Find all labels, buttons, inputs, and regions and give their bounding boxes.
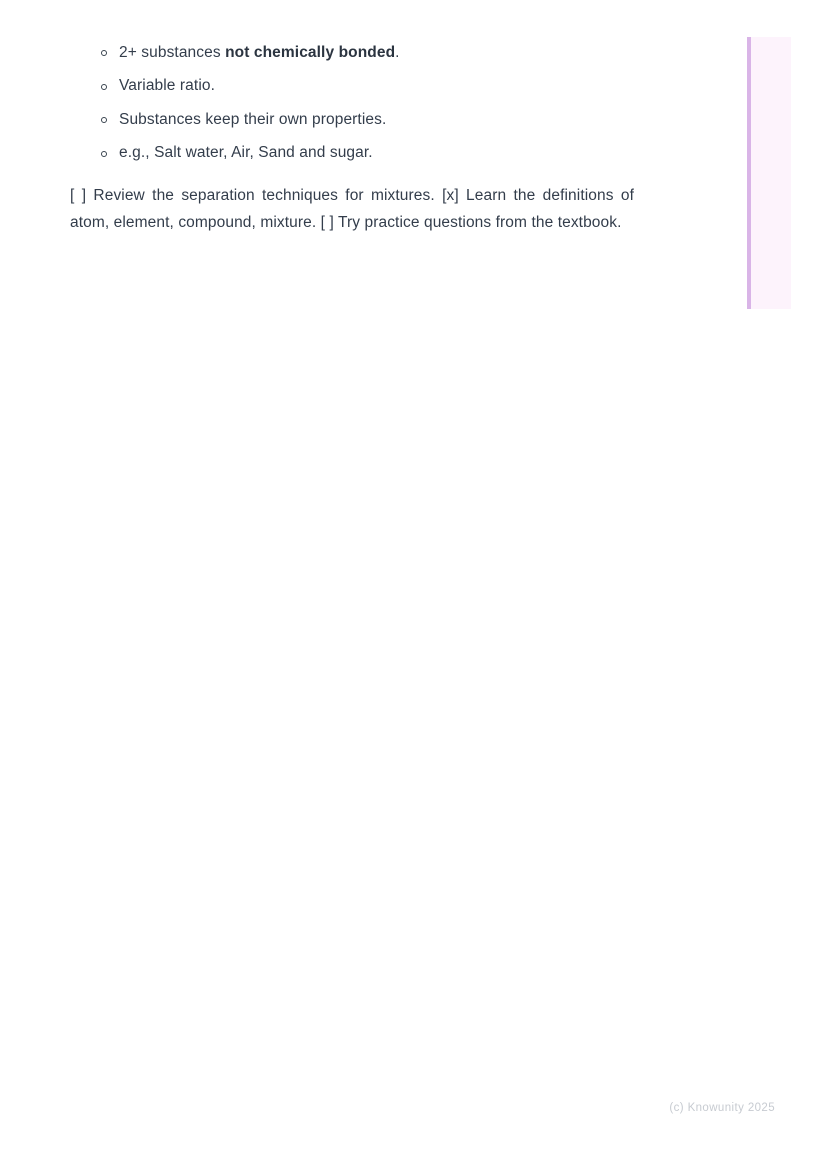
- circle-bullet-icon: [101, 151, 107, 157]
- list-item-text-bold: not chemically bonded: [225, 43, 396, 61]
- list-item: [70, 137, 634, 171]
- list-item-text-plain: Substances keep their own properties.: [119, 110, 387, 128]
- todo-checklist-paragraph: [ ] Review the separation techniques for mixtures. [x] Learn the definitions of atom, element, compound, mixture. [ ] Try practice questions from the textbook.: [70, 187, 634, 232]
- list-item-text-plain: 2+ substances: [119, 43, 226, 61]
- list-item-text-plain: Variable ratio.: [119, 77, 215, 95]
- document-content: [70, 0, 634, 237]
- circle-bullet-icon: [101, 84, 107, 90]
- list-item-text-plain: .: [395, 43, 400, 61]
- footer-copyright: (c) Knowunity 2025: [669, 1102, 775, 1114]
- circle-bullet-icon: [101, 117, 107, 123]
- bullet-list: [70, 36, 634, 170]
- list-item: [70, 70, 634, 104]
- list-item-text: [119, 77, 215, 95]
- list-item: [70, 103, 634, 137]
- list-item-text: [119, 111, 386, 129]
- highlight-bar: [747, 37, 791, 309]
- list-item: [70, 36, 634, 70]
- list-item-text: [119, 144, 373, 162]
- list-item-text: [119, 44, 400, 62]
- circle-bullet-icon: [101, 50, 107, 56]
- list-item-text-plain: e.g., Salt water, Air, Sand and sugar.: [119, 144, 373, 162]
